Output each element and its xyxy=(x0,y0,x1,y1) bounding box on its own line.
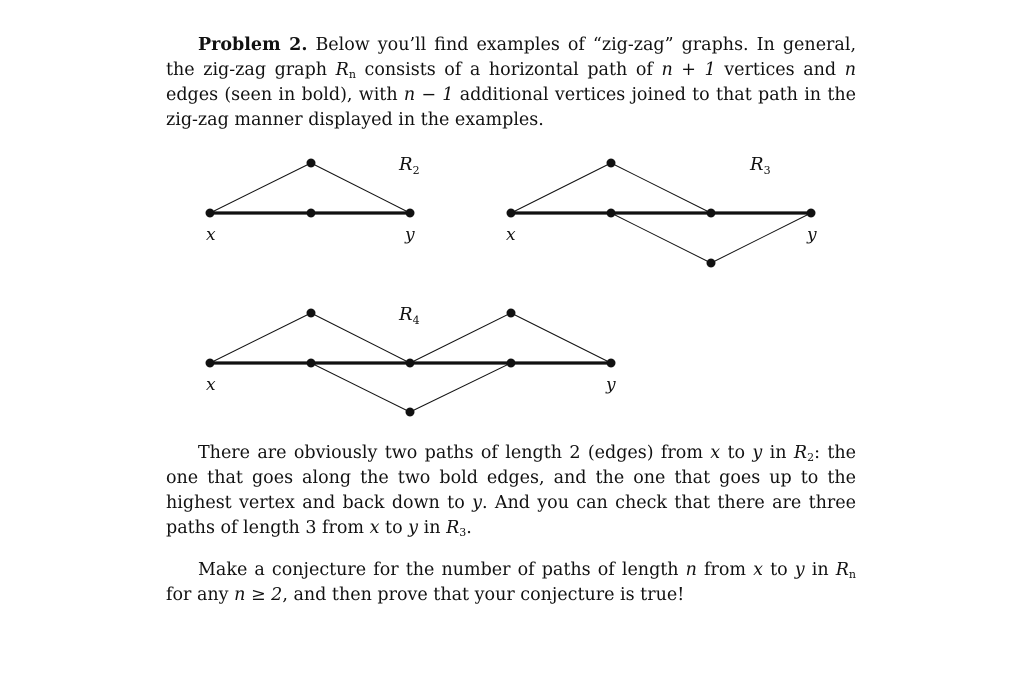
vertex xyxy=(607,209,616,218)
graph-R2 xyxy=(206,154,420,245)
thin-edge xyxy=(210,313,311,363)
intro-n-plus-1: n + 1 xyxy=(661,60,716,80)
vertex xyxy=(807,209,816,218)
vertex-label-y: y xyxy=(606,375,616,395)
vertex xyxy=(406,359,415,368)
thin-edge xyxy=(711,213,811,263)
vertex xyxy=(607,159,616,168)
intro-var-R: $R_n$ xyxy=(335,60,356,81)
vertex xyxy=(406,408,415,417)
thin-edge xyxy=(611,213,711,263)
vertex xyxy=(307,209,316,218)
thin-edge xyxy=(410,313,511,363)
graph-label-R4: $R_4$ xyxy=(399,304,420,327)
thin-edge xyxy=(210,163,311,213)
intro-n-minus-1: n − 1 xyxy=(403,85,454,105)
thin-edge xyxy=(311,313,410,363)
thin-edge xyxy=(311,363,410,412)
vertex-label-x: x xyxy=(206,225,216,245)
paths-paragraph: There are obviously two paths of length 2 (edges) from x to y in $R_2$: the one that goes along the two bold edges, and the one that goes up to the highest vertex and back down to y. And you can check that there are three paths of length 3 from x to y in $R_3$. xyxy=(166,443,856,539)
vertex xyxy=(507,359,516,368)
intro-text-1: Below you’ll find examples of “zig-zag” graphs. In general, the zig-zag graph xyxy=(166,35,857,80)
intro-n: n xyxy=(844,60,856,80)
vertex xyxy=(707,209,716,218)
vertex xyxy=(307,309,316,318)
vertex xyxy=(206,359,215,368)
intro-text-3: vertices and xyxy=(715,60,845,80)
vertex xyxy=(707,259,716,268)
graph-R4 xyxy=(206,304,617,417)
thin-edge xyxy=(311,163,410,213)
vertex-label-x: x xyxy=(506,225,516,245)
vertex xyxy=(206,209,215,218)
intro-text-2: consists of a horizontal path of xyxy=(355,60,662,80)
vertex xyxy=(406,209,415,218)
vertex-label-y: y xyxy=(405,225,415,245)
thin-edge xyxy=(511,313,611,363)
vertex xyxy=(307,359,316,368)
vertex-label-y: y xyxy=(807,225,817,245)
thin-edge xyxy=(611,163,711,213)
intro-text-4: edges (seen in bold), with xyxy=(166,85,404,105)
vertex xyxy=(507,309,516,318)
vertex-label-x: x xyxy=(206,375,216,395)
conjecture-paragraph: Make a conjecture for the number of paths of length n from x to y in $R_n$ for any n ≥ 2, and then prove that your conjecture is true! xyxy=(166,560,856,605)
problem-heading: Problem 2. xyxy=(198,35,308,55)
vertex xyxy=(607,359,616,368)
thin-edge xyxy=(410,363,511,412)
graph-label-R2: $R_2$ xyxy=(399,154,420,177)
graph-label-R3: $R_3$ xyxy=(750,154,771,177)
vertex xyxy=(307,159,316,168)
intro-text-5: additional vertices joined to that path in the zig-zag manner displayed in the examples. xyxy=(166,85,856,130)
graph-R3 xyxy=(506,154,817,268)
thin-edge xyxy=(511,163,611,213)
vertex xyxy=(507,209,516,218)
